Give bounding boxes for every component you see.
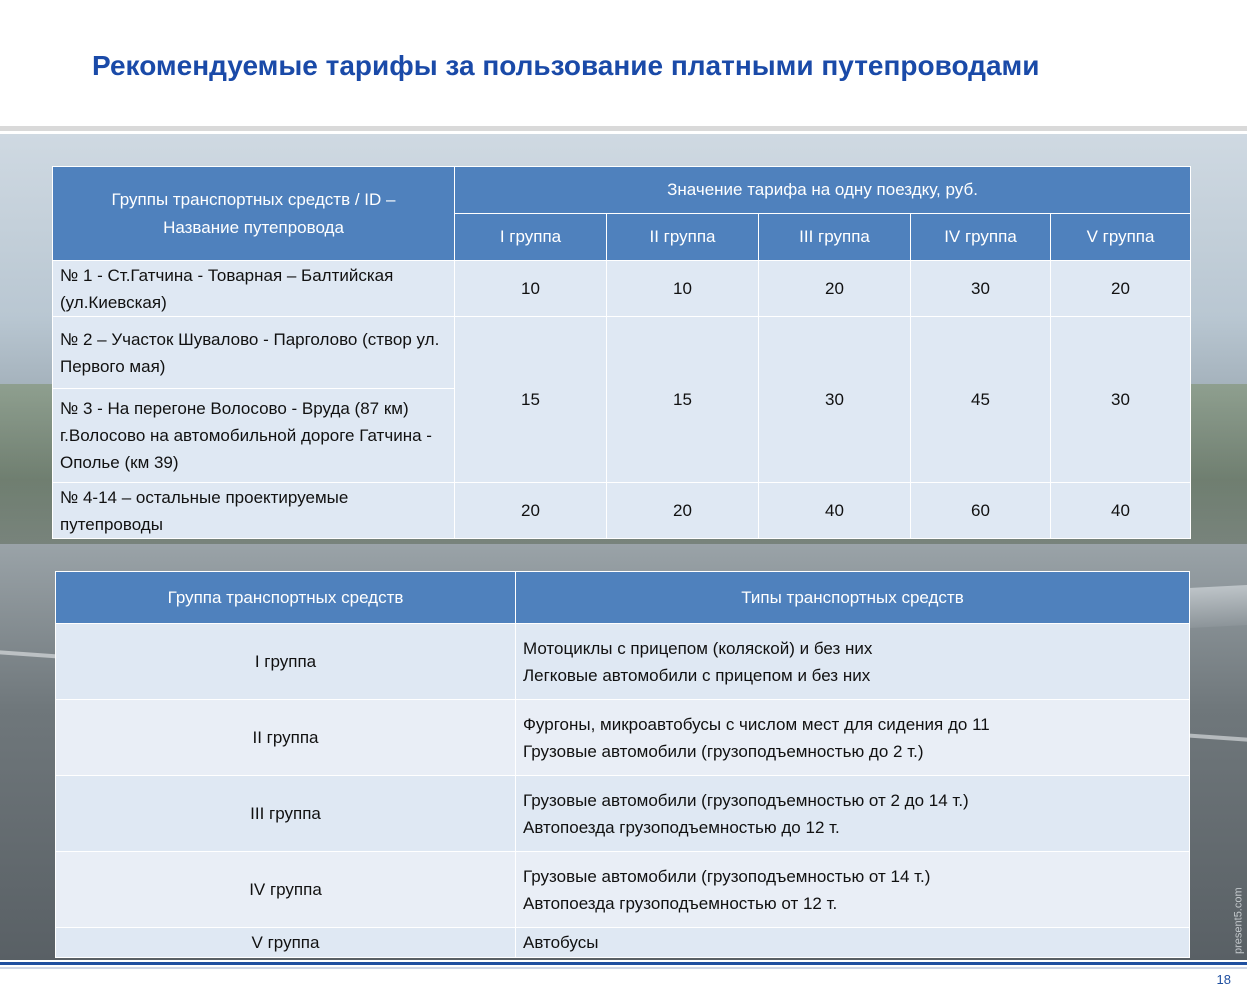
- table-row: [56, 624, 1190, 700]
- table-row: [56, 928, 1190, 958]
- table-row: [56, 700, 1190, 776]
- header-vehicle-types: Типы транспортных средств: [516, 572, 1190, 624]
- table-row: [56, 776, 1190, 852]
- footer-rule: [0, 962, 1247, 965]
- tariff-table: [52, 166, 1191, 539]
- tariff-value: 20: [1051, 261, 1191, 317]
- footer-rule-light: [0, 967, 1247, 969]
- vehicle-types: [516, 700, 1190, 776]
- tariff-value: 10: [455, 261, 607, 317]
- tariff-value: 20: [759, 261, 911, 317]
- column-header-group-4: IV группа: [911, 214, 1051, 261]
- tariff-value: 60: [911, 483, 1051, 539]
- vehicle-types: [516, 624, 1190, 700]
- vehicle-group: II группа: [56, 700, 516, 776]
- tariff-value: 30: [759, 317, 911, 483]
- vehicle-type-line: Мотоциклы с прицепом (коляской) и без них: [523, 638, 873, 658]
- vehicle-type-line: Автопоезда грузоподъемностью до 12 т.: [523, 817, 840, 837]
- tariff-value: 20: [607, 483, 759, 539]
- overpass-name: № 2 – Участок Шувалово - Парголово (створ ул. Первого мая): [53, 317, 455, 389]
- vehicle-group: III группа: [56, 776, 516, 852]
- vehicle-type-line: Грузовые автомобили (грузоподъемностью до 2 т.): [523, 741, 924, 761]
- title-divider: [0, 126, 1247, 131]
- tariff-value: 40: [759, 483, 911, 539]
- table-row: [56, 852, 1190, 928]
- tariff-value: 45: [911, 317, 1051, 483]
- column-header-group-2: II группа: [607, 214, 759, 261]
- table-row: [53, 483, 1191, 539]
- tariff-value: 10: [607, 261, 759, 317]
- header-value-label: Значение тарифа на одну поездку, руб.: [455, 167, 1191, 214]
- vehicle-type-line: Автопоезда грузоподъемностью от 12 т.: [523, 893, 838, 913]
- vehicle-group: IV группа: [56, 852, 516, 928]
- vehicle-type-line: Автобусы: [523, 933, 599, 952]
- vehicle-types: [516, 776, 1190, 852]
- overpass-name: № 4-14 – остальные проектируемые путепроводы: [53, 483, 455, 539]
- column-header-group-1: I группа: [455, 214, 607, 261]
- page-number: 18: [1216, 972, 1231, 987]
- tariff-value: 30: [911, 261, 1051, 317]
- vehicle-type-line: Грузовые автомобили (грузоподъемностью от 14 т.): [523, 866, 931, 886]
- table-row: [53, 317, 1191, 389]
- column-header-group-3: III группа: [759, 214, 911, 261]
- tariff-value: 40: [1051, 483, 1191, 539]
- tariff-value: 15: [607, 317, 759, 483]
- vehicle-group: I группа: [56, 624, 516, 700]
- vehicle-types: [516, 852, 1190, 928]
- overpass-name: № 3 - На перегоне Волосово - Вруда (87 км) г.Волосово на автомобильной дороге Гатчина - Ополье (км 39): [53, 389, 455, 483]
- vehicle-type-line: Фургоны, микроавтобусы с числом мест для сидения до 11: [523, 714, 990, 734]
- table-row: [53, 261, 1191, 317]
- watermark: present5.com: [1233, 887, 1245, 954]
- overpass-name: № 1 - Ст.Гатчина - Товарная – Балтийская (ул.Киевская): [53, 261, 455, 317]
- tariff-value: 15: [455, 317, 607, 483]
- header-group-label: Группы транспортных средств / ID – Название путепровода: [53, 167, 455, 261]
- column-header-group-5: V группа: [1051, 214, 1191, 261]
- vehicle-type-line: Легковые автомобили с прицепом и без них: [523, 665, 871, 685]
- page-title: Рекомендуемые тарифы за пользование платными путепроводами: [92, 50, 1040, 81]
- vehicle-group: V группа: [56, 928, 516, 958]
- tariff-value: 20: [455, 483, 607, 539]
- vehicle-types-table: [55, 571, 1190, 958]
- header-vehicle-group: Группа транспортных средств: [56, 572, 516, 624]
- vehicle-types: [516, 928, 1190, 958]
- tariff-value: 30: [1051, 317, 1191, 483]
- vehicle-type-line: Грузовые автомобили (грузоподъемностью от 2 до 14 т.): [523, 790, 969, 810]
